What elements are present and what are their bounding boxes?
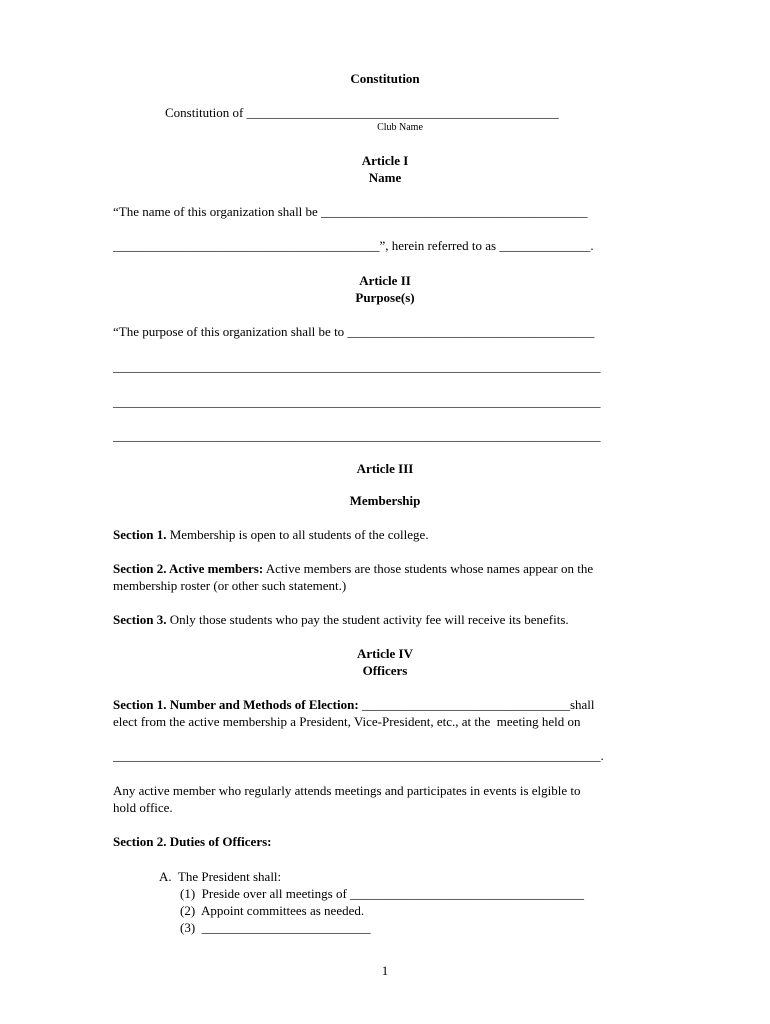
article-4-heading: Article IV xyxy=(357,646,413,661)
club-name-caption: Club Name xyxy=(377,122,423,133)
president-duties-heading: A. The President shall: xyxy=(159,869,282,884)
article-3-title: Membership xyxy=(349,493,421,508)
section-text: Membership is open to all students of the college. xyxy=(166,527,429,542)
article-4-section-1-cont: elect from the active membership a President, Vice-President, etc., at the meeting held on xyxy=(113,714,581,729)
article-3-section-1 xyxy=(113,527,429,543)
section-text: ________________________________shall xyxy=(358,697,595,712)
article-1-heading: Article I xyxy=(361,153,409,168)
article-2-title: Purpose(s) xyxy=(355,290,415,305)
article-1-title: Name xyxy=(368,170,402,185)
president-duty-2: (2) Appoint committees as needed. xyxy=(180,903,365,918)
eligibility-paragraph-cont: hold office. xyxy=(113,800,173,815)
article-3-section-2 xyxy=(113,561,593,577)
article-1-line-1: “The name of this organization shall be _________________________________________ xyxy=(113,204,588,219)
article-4-section-1-blank: ___________________________________________________________________________. xyxy=(113,748,604,763)
article-3-heading: Article III xyxy=(356,461,414,476)
article-4-section-2: Section 2. Duties of Officers: xyxy=(113,834,272,849)
section-label: Section 1. xyxy=(113,527,167,542)
article-2-blank-line-2: ___________________________________________________________________________ xyxy=(113,394,601,409)
president-duty-3: (3) __________________________ xyxy=(180,920,371,935)
article-3-section-3 xyxy=(113,612,569,628)
constitution-of-line: Constitution of ________________________________________________ xyxy=(165,105,559,120)
section-label: Section 2. Active members: xyxy=(113,561,264,576)
document-title: Constitution xyxy=(350,71,420,86)
eligibility-paragraph: Any active member who regularly attends meetings and participates in events is elgible to xyxy=(113,783,581,798)
article-2-line-1: “The purpose of this organization shall be to ______________________________________ xyxy=(113,324,595,339)
section-text: Only those students who pay the student activity fee will receive its benefits. xyxy=(166,612,569,627)
article-2-heading: Article II xyxy=(359,273,411,288)
page-number: 1 xyxy=(381,963,389,978)
president-duty-1: (1) Preside over all meetings of ____________________________________ xyxy=(180,886,585,901)
article-4-section-1 xyxy=(113,697,595,713)
section-label: Section 3. xyxy=(113,612,167,627)
section-label: Section 1. Number and Methods of Election: xyxy=(113,697,359,712)
article-1-line-2: _________________________________________”, herein referred to as ______________. xyxy=(113,238,594,253)
article-4-title: Officers xyxy=(362,663,408,678)
article-2-blank-line-3: ___________________________________________________________________________ xyxy=(113,428,601,443)
section-text: Active members are those students whose names appear on the xyxy=(263,561,594,576)
article-3-section-2-cont: membership roster (or other such statement.) xyxy=(113,578,347,593)
article-2-blank-line-1: ___________________________________________________________________________ xyxy=(113,359,601,374)
